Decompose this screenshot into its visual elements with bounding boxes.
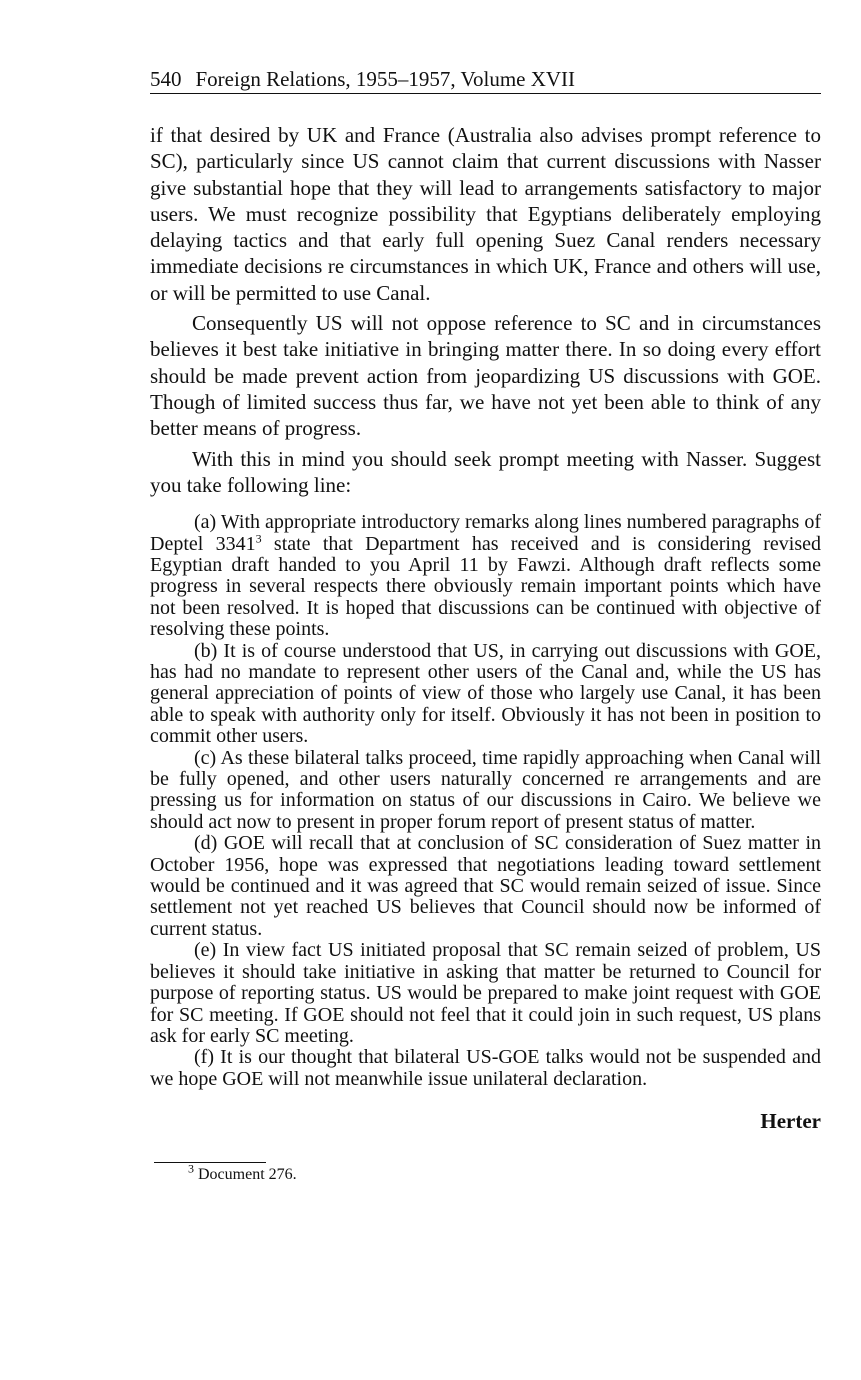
instruction-list [150, 512, 821, 1090]
footnote [188, 1161, 821, 1185]
paragraph: if that desired by UK and France (Australia also advises prompt reference to SC), particularly since US cannot claim that current discussions with Nasser give substantial hope that they will lead to arrangements satisfactory to major users. We must recognize possibility that Egyptians deliberately employing delaying tactics and that early full opening Suez Canal renders necessary immediate decisions re circumstances in which UK, France and others will use, or will be permitted to use Canal. [150, 123, 821, 305]
paragraph: With this in mind you should seek prompt meeting with Nasser. Suggest you take following line: [150, 446, 821, 497]
body-text [150, 122, 821, 498]
footnote-reference: 3 [255, 530, 262, 545]
document-page [150, 66, 821, 1185]
instruction-f: (f) It is our thought that bilateral US-GOE talks would not be suspended and we hope GOE will not meanwhile issue unilateral declaration. [150, 1046, 821, 1090]
signature: Herter [760, 1109, 821, 1134]
volume-title: Foreign Relations, 1955–1957, Volume XVII [195, 67, 576, 91]
page-number: 540 [150, 67, 182, 91]
footnote-divider [154, 1162, 266, 1163]
instruction-a: (a) With appropriate introductory remarks along lines numbered paragraphs of Deptel 3341$^3$ state that Department has received and is considering revised Egyptian draft handed to you April 11 by Fawzi. Although draft reflects some progress in several respects there obviously remain important points which have not been resolved. It is hoped that discussions can be continued with objective of resolving these points. [150, 511, 821, 641]
instruction-e: (e) In view fact US initiated proposal that SC remain seized of problem, US believes it should take initiative in asking that matter be returned to Council for purpose of reporting status. US would be prepared to make joint request with GOE for SC meeting. If GOE should not feel that it could join in such request, US plans ask for early SC meeting. [150, 939, 821, 1047]
instruction-d: (d) GOE will recall that at conclusion of SC consideration of Suez matter in October 1956, hope was expressed that negotiations leading toward settlement would be continued and it was agreed that SC would remain seized of issue. Since settlement not yet reached US believes that Council should now be informed of current status. [150, 832, 821, 940]
footnote-marker: 3 [188, 1161, 194, 1176]
footnote-text: Document 276. [198, 1166, 297, 1184]
instruction-b: (b) It is of course understood that US, in carrying out discussions with GOE, has had no mandate to represent other users of the Canal and, while the US has general appreciation of points of view of those who largely use Canal, it has been able to speak with authority only for itself. Obviously it has not been in position to commit other users. [150, 639, 821, 748]
running-head [150, 66, 821, 94]
paragraph: Consequently US will not oppose reference to SC and in circumstances believes it best take initiative in bringing matter there. In so doing every effort should be made prevent action from jeopardizing US discussions with GOE. Though of limited success thus far, we have not yet been able to think of any better means of progress. [150, 311, 821, 441]
instruction-c: (c) As these bilateral talks proceed, time rapidly approaching when Canal will be fully opened, and other users naturally concerned re arrangements and are pressing us for information on status of our discussions in Cairo. We believe we should act now to present in proper forum report of present status of matter. [150, 746, 821, 833]
